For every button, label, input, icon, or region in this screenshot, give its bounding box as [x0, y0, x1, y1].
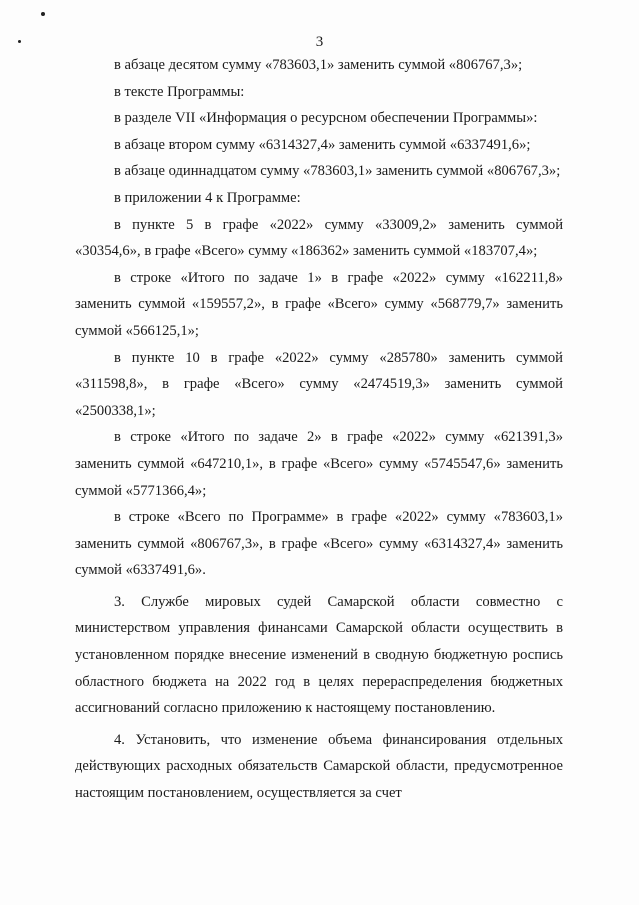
paragraph: 4. Установить, что изменение объема финансирования отдельных действующих расходных обязательств Самарской области, предусмотренное настоящим постановлением, осуществляется за счет — [75, 731, 563, 802]
paragraph: в строке «Итого по задаче 2» в графе «2022» сумму «621391,3» заменить суммой «647210,1», в графе «Всего» сумму «5745547,6» заменить суммой «5771366,4»; — [75, 429, 563, 499]
paragraph: в пункте 10 в графе «2022» сумму «285780» заменить суммой «311598,8», в графе «Всего» сумму «2474519,3» заменить суммой «2500338,1»; — [75, 349, 563, 419]
paragraph: в разделе VII «Информация о ресурсном обеспечении Программы»: — [114, 110, 538, 127]
paragraph: в приложении 4 к Программе: — [114, 189, 301, 206]
paragraph: в пункте 5 в графе «2022» сумму «33009,2» заменить суммой «30354,6», в графе «Всего» сумму «186362» заменить суммой «183707,4»; — [75, 216, 563, 260]
paragraph: в тексте Программы: — [114, 83, 245, 100]
paragraph: в абзаце десятом сумму «783603,1» заменить суммой «806767,3»; — [114, 57, 523, 73]
paragraph: в строке «Всего по Программе» в графе «2022» сумму «783603,1» заменить суммой «806767,3», в графе «Всего» сумму «6314327,4» заменить суммой «6337491,6». — [75, 509, 563, 579]
page-number: 3 — [315, 34, 324, 50]
paragraph: в абзаце втором сумму «6314327,4» заменить суммой «6337491,6»; — [114, 136, 531, 153]
paragraph: 3. Службе мировых судей Самарской области совместно с министерством управления финансами Самарской области осуществить в установленном порядке внесение изменений в сводную бюджетную роспись областного бюджета на 2022 год в целях перераспределения бюджетных ассигнований согласно приложению к настоящему постановлению. — [75, 593, 563, 717]
scan-speck — [41, 12, 45, 16]
paragraph: в строке «Итого по задаче 1» в графе «2022» сумму «162211,8» заменить суммой «159557,2», в графе «Всего» сумму «568779,7» заменить суммой «566125,1»; — [75, 269, 563, 339]
paragraph: в абзаце одиннадцатом сумму «783603,1» заменить суммой «806767,3»; — [114, 163, 561, 180]
document-body — [75, 52, 563, 807]
